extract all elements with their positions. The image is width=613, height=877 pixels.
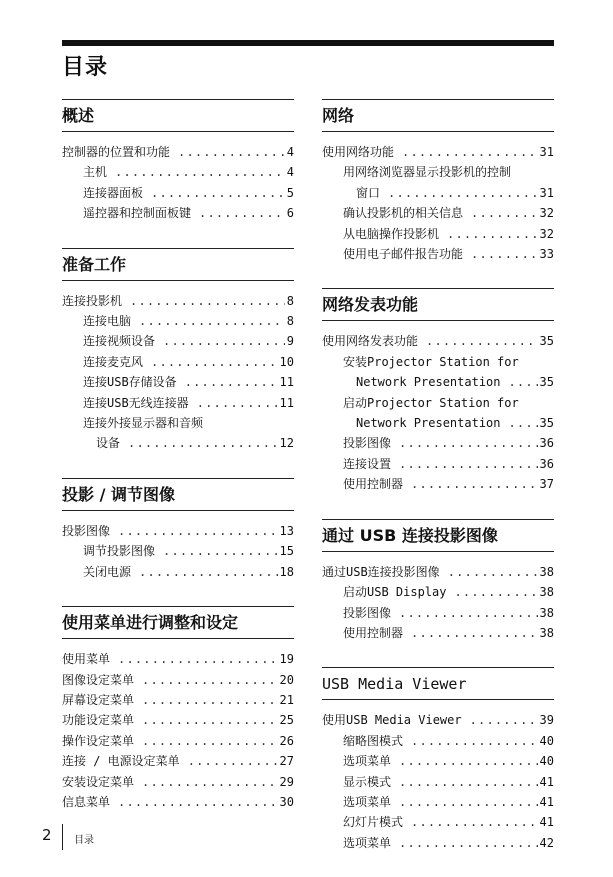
- toc-entry[interactable]: [322, 142, 554, 162]
- toc-entry-text: 连接 / 电源设定菜单: [62, 754, 180, 769]
- toc-entry[interactable]: [322, 331, 554, 351]
- section-title: 概述: [62, 99, 294, 132]
- toc-entry-text: 投影图像: [62, 523, 111, 538]
- toc-entry-page: 6: [286, 206, 294, 221]
- toc-entry[interactable]: [322, 833, 554, 853]
- toc-entry[interactable]: [62, 162, 294, 182]
- toc-entry-text: 操作设定菜单: [62, 733, 135, 748]
- toc-entry-page: 27: [279, 754, 294, 769]
- toc-entry[interactable]: [322, 454, 554, 474]
- dot-leader: [399, 833, 538, 853]
- toc-entry-page: 15: [279, 544, 294, 559]
- dot-leader: [411, 623, 538, 643]
- toc-entry[interactable]: [62, 710, 294, 730]
- toc-entry[interactable]: [62, 142, 294, 162]
- toc-entry-page: 41: [539, 794, 554, 809]
- toc-entry-page: 31: [539, 185, 554, 200]
- toc-entry-page: 38: [539, 605, 554, 620]
- toc-entry-text: 使用USB Media Viewer: [322, 713, 462, 728]
- toc-entry-page: 29: [279, 774, 294, 789]
- toc-entry-text: 选项菜单: [343, 835, 392, 850]
- section-title: 通过 USB 连接投影图像: [322, 519, 554, 552]
- toc-entry-page: 35: [539, 334, 554, 349]
- toc-entry-page: 26: [279, 733, 294, 748]
- dot-leader: [151, 183, 285, 203]
- dot-leader: [471, 244, 538, 264]
- dot-leader: [142, 772, 278, 792]
- dot-leader: [470, 710, 538, 730]
- toc-entry-text: 信息菜单: [62, 794, 111, 809]
- dot-leader: [118, 792, 278, 812]
- toc-entry[interactable]: [62, 331, 294, 351]
- toc-entry-text: 连接麦克风: [83, 354, 144, 369]
- dot-leader: [411, 812, 538, 832]
- toc-entry-text: Network Presentation: [356, 416, 501, 431]
- toc-entry-page: 5: [286, 185, 294, 200]
- toc-entry-text: 设备: [96, 436, 121, 451]
- toc-entry-page: 33: [539, 247, 554, 262]
- dot-leader: [447, 224, 538, 244]
- dot-leader: [118, 649, 278, 669]
- toc-entry[interactable]: [322, 582, 554, 602]
- toc-entry-page: 38: [539, 585, 554, 600]
- dot-leader: [399, 751, 538, 771]
- toc-entry-page: 30: [279, 794, 294, 809]
- toc-entry-page: 32: [539, 226, 554, 241]
- toc-entry[interactable]: [62, 372, 294, 392]
- toc-entry-text: 显示模式: [343, 774, 392, 789]
- toc-entry[interactable]: [322, 792, 554, 812]
- dot-leader: [139, 311, 285, 331]
- toc-entry-page: 38: [539, 625, 554, 640]
- toc-entry[interactable]: [322, 474, 554, 494]
- toc-entry-text: 使用控制器: [343, 477, 404, 492]
- section-title: 网络: [322, 99, 554, 132]
- toc-entry[interactable]: [62, 393, 294, 413]
- dot-leader: [399, 433, 538, 453]
- toc-entry[interactable]: [62, 352, 294, 372]
- toc-entry[interactable]: [62, 541, 294, 561]
- toc-entry-text: 启动USB Display: [343, 585, 447, 600]
- toc-entry-text: 使用电子邮件报告功能: [343, 247, 464, 262]
- toc-entry[interactable]: [62, 562, 294, 582]
- toc-entry-page: 21: [279, 692, 294, 707]
- toc-entry-text: 连接器面板: [83, 185, 144, 200]
- toc-entry[interactable]: [62, 670, 294, 690]
- section-title: 投影 / 调节图像: [62, 478, 294, 511]
- toc-entry-text: 屏幕设定菜单: [62, 692, 135, 707]
- toc-entry-page: 19: [279, 652, 294, 667]
- toc-entry-text: 调节投影图像: [83, 544, 156, 559]
- toc-section: [322, 99, 554, 264]
- toc-entry[interactable]: [62, 413, 294, 433]
- toc-entry[interactable]: [322, 751, 554, 771]
- toc-entry[interactable]: [62, 203, 294, 223]
- toc-section: [62, 248, 294, 454]
- toc-entry-text: 遥控器和控制面板键: [83, 206, 192, 221]
- toc-entry-text: 使用网络功能: [322, 145, 395, 159]
- dot-leader: [509, 372, 538, 392]
- dot-leader: [142, 670, 278, 690]
- toc-entry-page: 42: [539, 835, 554, 850]
- dot-leader: [142, 731, 278, 751]
- toc-entry-text: 连接外接显示器和音频: [83, 416, 204, 431]
- toc-entry-text: 控制器的位置和功能: [62, 145, 171, 159]
- page-title: 目录: [62, 55, 109, 80]
- toc-entry-page: 35: [539, 375, 554, 390]
- section-title: 网络发表功能: [322, 288, 554, 321]
- toc-entry[interactable]: [322, 162, 554, 182]
- toc-entry[interactable]: [62, 291, 294, 311]
- toc-entry[interactable]: [62, 311, 294, 331]
- toc-entry[interactable]: [322, 352, 554, 372]
- toc-entry-page: 36: [539, 436, 554, 451]
- dot-leader: [471, 203, 538, 223]
- toc-entry-page: 8: [286, 314, 294, 329]
- toc-entry[interactable]: [322, 224, 554, 244]
- toc-entry[interactable]: [62, 792, 294, 812]
- toc-entry[interactable]: [62, 521, 294, 541]
- toc-entry-page: 4: [286, 145, 294, 159]
- toc-entry[interactable]: [322, 603, 554, 623]
- toc-entry[interactable]: [322, 433, 554, 453]
- toc-entry-page: 13: [279, 523, 294, 538]
- toc-entry-text: 连接电脑: [83, 314, 132, 329]
- toc-section: [322, 288, 554, 494]
- section-title: 使用菜单进行调整和设定: [62, 606, 294, 639]
- toc-entry-text: 连接投影机: [62, 293, 123, 308]
- dot-leader: [454, 582, 537, 602]
- toc-entry[interactable]: [62, 183, 294, 203]
- toc-entry-text: 主机: [83, 165, 108, 180]
- dot-leader: [411, 474, 538, 494]
- toc-section: [322, 667, 554, 853]
- toc-entry-text: 确认投影机的相关信息: [343, 206, 464, 221]
- toc-entry[interactable]: [62, 649, 294, 669]
- toc-entry[interactable]: [322, 562, 554, 582]
- toc-entry-text: 启动Projector Station for: [343, 395, 519, 410]
- toc-entry[interactable]: [322, 183, 554, 203]
- toc-entry-page: 32: [539, 206, 554, 221]
- toc-entry-page: 41: [539, 774, 554, 789]
- toc-section: [62, 606, 294, 812]
- dot-leader: [163, 541, 278, 561]
- toc-entry-text: 选项菜单: [343, 754, 392, 769]
- dot-leader: [399, 772, 538, 792]
- toc-entry[interactable]: [62, 731, 294, 751]
- toc-entry[interactable]: [62, 751, 294, 771]
- toc-entry[interactable]: [322, 372, 554, 392]
- toc-entry-page: 31: [539, 145, 554, 159]
- toc-entry-text: 通过USB连接投影图像: [322, 564, 440, 579]
- toc-entry-text: 用网络浏览器显示投影机的控制: [343, 165, 512, 180]
- toc-entry-text: 窗口: [356, 185, 381, 200]
- toc-entry-text: 安装Projector Station for: [343, 354, 519, 369]
- dot-leader: [185, 372, 278, 392]
- toc-entry-text: 关闭电源: [83, 564, 132, 579]
- toc-entry-page: 10: [279, 354, 294, 369]
- section-title: 准备工作: [62, 248, 294, 281]
- dot-leader: [411, 731, 538, 751]
- footer-label: 目录: [74, 835, 94, 846]
- toc-entry[interactable]: [322, 772, 554, 792]
- toc-entry-text: 使用网络发表功能: [322, 334, 419, 349]
- toc-entry-page: 35: [539, 416, 554, 431]
- dot-leader: [509, 413, 538, 433]
- toc-entry[interactable]: [62, 772, 294, 792]
- toc-entry-page: 37: [539, 477, 554, 492]
- page-number: 2: [42, 826, 52, 844]
- toc-entry-page: 39: [539, 713, 554, 728]
- toc-entry[interactable]: [322, 203, 554, 223]
- toc-right-column: [322, 99, 554, 877]
- toc-entry[interactable]: [62, 433, 294, 453]
- toc-entry[interactable]: [62, 690, 294, 710]
- toc-entry-text: 投影图像: [343, 436, 392, 451]
- toc-entry-text: 图像设定菜单: [62, 672, 135, 687]
- toc-section: [62, 99, 294, 224]
- toc-entry[interactable]: [322, 393, 554, 413]
- dot-leader: [197, 393, 278, 413]
- dot-leader: [130, 291, 285, 311]
- toc-entry-text: Network Presentation: [356, 375, 501, 390]
- dot-leader: [188, 751, 278, 771]
- dot-leader: [139, 562, 278, 582]
- dot-leader: [402, 142, 538, 162]
- toc-entry-page: 12: [279, 436, 294, 451]
- toc-entry-text: 功能设定菜单: [62, 713, 135, 728]
- toc-entry-page: 38: [539, 564, 554, 579]
- toc-left-column: [62, 99, 294, 836]
- dot-leader: [142, 710, 278, 730]
- toc-entry[interactable]: [322, 710, 554, 730]
- toc-entry-page: 11: [279, 375, 294, 390]
- dot-leader: [388, 183, 538, 203]
- toc-entry-text: 连接USB无线连接器: [83, 395, 189, 410]
- dot-leader: [163, 331, 285, 351]
- toc-entry-page: 25: [279, 713, 294, 728]
- toc-entry-text: 缩略图模式: [343, 733, 404, 748]
- toc-entry-text: 使用菜单: [62, 652, 111, 667]
- toc-entry-text: 投影图像: [343, 605, 392, 620]
- dot-leader: [128, 433, 278, 453]
- toc-entry-page: 4: [286, 165, 294, 180]
- toc-entry-text: 连接视频设备: [83, 334, 156, 349]
- toc-entry-page: 36: [539, 456, 554, 471]
- footer-divider: [62, 824, 63, 850]
- toc-entry-text: 连接USB存储设备: [83, 375, 177, 390]
- toc-entry-text: 幻灯片模式: [343, 815, 404, 830]
- toc-entry-text: 连接设置: [343, 456, 392, 471]
- toc-entry-text: 从电脑操作投影机: [343, 226, 440, 241]
- toc-entry[interactable]: [322, 731, 554, 751]
- toc-entry-page: 8: [286, 293, 294, 308]
- toc-entry-page: 41: [539, 815, 554, 830]
- dot-leader: [399, 603, 538, 623]
- dot-leader: [142, 690, 278, 710]
- toc-entry-page: 20: [279, 672, 294, 687]
- toc-entry-page: 11: [279, 395, 294, 410]
- toc-entry-page: 40: [539, 733, 554, 748]
- dot-leader: [199, 203, 285, 223]
- toc-section: [62, 478, 294, 582]
- toc-section: [322, 519, 554, 644]
- dot-leader: [178, 142, 285, 162]
- toc-entry[interactable]: [322, 812, 554, 832]
- dot-leader: [115, 162, 285, 182]
- dot-leader: [448, 562, 538, 582]
- toc-entry[interactable]: [322, 244, 554, 264]
- toc-entry-text: 使用控制器: [343, 625, 404, 640]
- toc-entry-page: 40: [539, 754, 554, 769]
- toc-entry[interactable]: [322, 623, 554, 643]
- toc-entry-text: 选项菜单: [343, 794, 392, 809]
- title-rule: [62, 40, 554, 46]
- dot-leader: [399, 792, 538, 812]
- dot-leader: [151, 352, 278, 372]
- toc-entry[interactable]: [322, 413, 554, 433]
- dot-leader: [118, 521, 278, 541]
- dot-leader: [426, 331, 538, 351]
- toc-entry-page: 9: [286, 334, 294, 349]
- toc-entry-text: 安装设定菜单: [62, 774, 135, 789]
- toc-entry-page: 18: [279, 564, 294, 579]
- section-title: USB Media Viewer: [322, 667, 554, 700]
- dot-leader: [399, 454, 538, 474]
